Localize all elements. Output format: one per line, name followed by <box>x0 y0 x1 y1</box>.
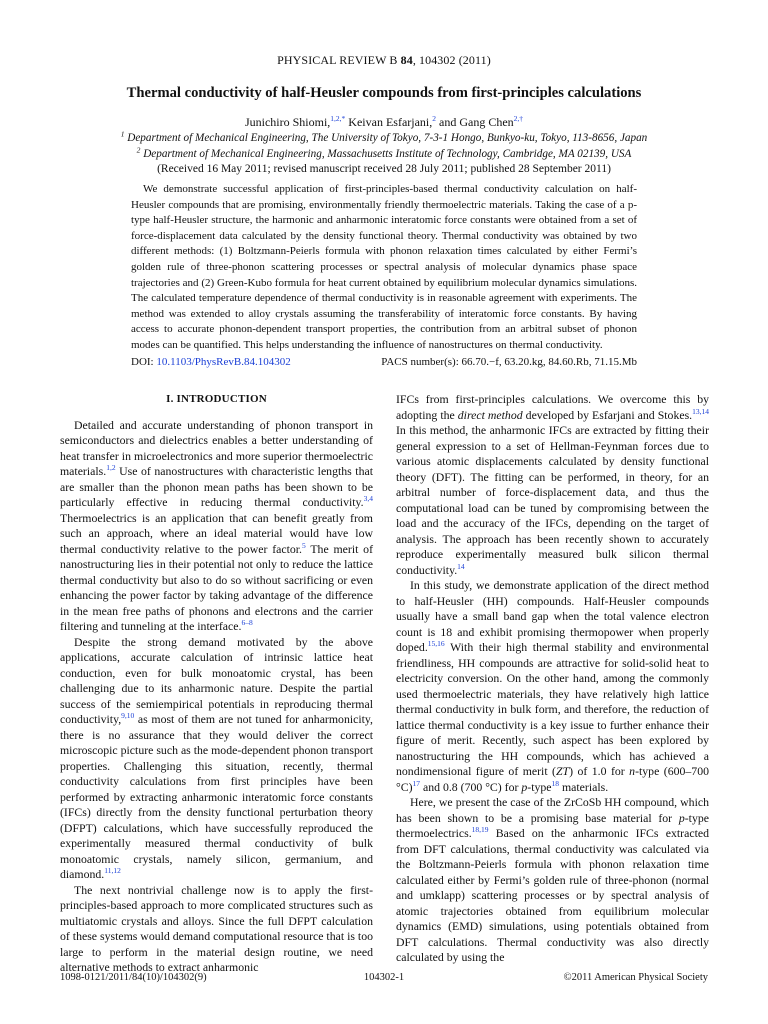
affiliation-text: Department of Mechanical Engineering, Massachusetts Institute of Technology, Cambridge, MA 02139, USA <box>143 148 632 160</box>
citation-link[interactable]: 18 <box>551 778 560 788</box>
text-run: -type thermoelectrics. <box>396 810 709 840</box>
citation-link[interactable]: 6–8 <box>241 618 253 628</box>
emphasis-text: p <box>678 810 685 825</box>
paper-title: Thermal conductivity of half-Heusler compounds from first-principles calculations <box>126 85 642 101</box>
emphasis-text: n <box>629 764 636 778</box>
text-run: With their high thermal stability and environmental friendliness, HH compounds are attractive for solid-solid heat to electricity conversion. On the other hand, among the commonly used thermoelectric materials, they have relatively high lattice thermal conductivity in bulk form, and therefore, the reduction of lattice thermal conductivity is a key issue to further enhance their figure of merit. Recently, such aspect has been explored by nanostructuring the HH compounds, which has achieved a nondimensional figure of merit ( <box>396 640 709 778</box>
author-affiliation-link[interactable]: 1,2,* <box>330 114 346 123</box>
affiliation-mark: 2 <box>136 145 141 155</box>
journal-volume: 84 <box>400 53 413 67</box>
citation-link[interactable]: 3,4 <box>363 494 373 504</box>
footer-page-number: 104302-1 <box>363 972 405 983</box>
paragraph <box>396 392 709 578</box>
citation-link[interactable]: 5 <box>302 540 306 550</box>
author-name: Junichiro Shiomi, <box>244 115 331 129</box>
citation-link[interactable]: 9,10 <box>121 711 135 721</box>
received-dates: (Received 16 May 2011; revised manuscript received 28 July 2011; published 28 September 2011) <box>157 163 611 175</box>
text-run: Use of nanostructures with characteristic lengths that are smaller than the phonon mean paths has been shown to be particularly effective in reducing thermal conductivity. <box>60 464 373 509</box>
text-run: -type (600–700 °C) <box>396 764 709 794</box>
article-year: , 104302 (2011) <box>412 53 491 67</box>
left-column <box>60 392 373 976</box>
paragraph <box>396 795 709 966</box>
text-run: Despite the strong demand motivated by the above applications, accurate calculation of intrinsic lattice heat conduction, even for bulk monoatomic crystal, has been challenging due to its anharmonic nature. Despite the partial success of the semiempirical potentials in reproducing thermal conductivity, <box>60 634 373 726</box>
text-run: as most of them are not tuned for anharmonicity, there is no assurance that they would deliver the correct microscopic picture such as the mode-dependent phonon transport properties. Challenging this situation, recently, thermal conductivity calculations from first principles have been performed by extracting anharmonic interatomic force constants (IFCs) directly from the density functional perturbation theory (DFPT) calculations, which have successfully reproduced the experimentally measured thermal conductivity of bulk monoatomic crystals, namely silicon, germanium, and diamond. <box>60 712 373 881</box>
citation-link[interactable]: 14 <box>457 561 465 571</box>
author-affiliation-link[interactable]: 2 <box>432 114 437 123</box>
emphasis-text: ZT <box>555 764 570 778</box>
paragraph <box>60 418 373 635</box>
affiliation <box>0 145 768 160</box>
text-run: and 0.8 (700 °C) for <box>420 779 522 794</box>
citation-link[interactable]: 13,14 <box>692 406 709 416</box>
text-run: Thermoelectrics is an application that can benefit greatly from such an approach, where an ideal material would have low thermal conductivity relative to the power factor. <box>60 510 373 556</box>
author-name: Keivan Esfarjani, <box>348 115 433 129</box>
text-run: ) of 1.0 for <box>569 764 630 778</box>
text-run: IFCs from first-principles calculations. We overcome this by adopting the <box>396 392 709 422</box>
journal-header <box>0 53 768 68</box>
paragraph <box>60 883 373 976</box>
text-run: -type <box>527 779 552 794</box>
citation-link[interactable]: 17 <box>412 778 421 788</box>
text-run: The merit of nanostructuring lies in their potential not only to reduce the lattice thermal conductivity but also to do so without sacrificing or even enhancing the power factor by taking advantage of the difference in the mean free paths of phonons and electrons and the carrier filtering and tunneling at the interface. <box>60 541 373 633</box>
doi-label: DOI: <box>131 356 154 368</box>
section-heading: I. INTRODUCTION <box>166 393 267 405</box>
affiliation <box>0 129 768 144</box>
emphasis-text: direct method <box>457 407 523 422</box>
text-run: In this study, we demonstrate application of the direct method to half-Heusler (HH) compounds. Half-Heusler compounds usually have a small band gap when the total valence electron count is 18 and exhibit promising thermopower when properly doped. <box>396 578 709 654</box>
doi-pacs-line <box>131 356 637 368</box>
author-list <box>0 115 768 130</box>
abstract: We demonstrate successful application of first-principles-based thermal conductivity calculation on half-Heusler compounds that are promising, environmentally friendly thermoelectric materials. Taking the case of a p-type half-Heusler structure, the harmonic and anharmonic interatomic force constants were obtained from a set of force-displacement data calculated by the density functional theory. Thermal conductivity was obtained by two different methods: (1) Boltzmann-Peierls formula with phonon relaxation times calculated by either Fermi’s golden rule of three-phonon scattering processes or spectral analysis of molecular dynamics phase space trajectories and (2) Green-Kubo formula for heat current obtained by equilibrium molecular dynamics simulations. The calculated temperature dependence of thermal conductivity is in reasonable agreement with experiments. The method was extended to alloy crystals assuming the transferability of interatomic force constants. By having access to accurate phonon-dependent transport properties, the contribution from an arbitral subset of phonon modes can be quantified. This helps understanding the influence of nanostructures on thermal conductivity. <box>131 183 637 351</box>
text-run: In this method, the anharmonic IFCs are extracted by fitting their general expression to a set of Hellman-Feynman forces due to various atomic displacements calculated by density functional theory (DFT). The fitting can be performed, in theory, for an arbitral number of force-displacement data, and thus the computational load can be tuned by compromising between the load and the accuracy of the IFCs, depending on the target of analysis. The approach has been recently shown to accurately reproduce experimentally measured bulk silicon thermal conductivity. <box>396 423 709 577</box>
footer-issn: 1098-0121/2011/84(10)/104302(9) <box>60 972 207 983</box>
affiliation-text: Department of Mechanical Engineering, The University of Tokyo, 7-3-1 Hongo, Bunkyo-ku, Tokyo, 113-8656, Japan <box>127 132 648 144</box>
text-run: developed by Esfarjani and Stokes. <box>522 407 693 422</box>
citation-link[interactable]: 15,16 <box>427 639 445 649</box>
text-run: The next nontrivial challenge now is to apply the first-principles-based approach to more complicated structures such as multiatomic crystals and alloys. Since the full DFPT calculation of these systems would demand computational resource that is too large to perform in the material design routine, we need alternative methods to extract anharmonic <box>60 882 373 974</box>
text-run: Detailed and accurate understanding of phonon transport in semiconductors and dielectrics enables a better understanding of heat transfer in microelectronics and more superior thermoelectric materials. <box>60 417 373 478</box>
author-name: and Gang Chen <box>439 115 514 129</box>
affiliation-mark: 1 <box>120 129 125 139</box>
paragraph <box>60 635 373 883</box>
text-run: Here, we present the case of the ZrCoSb HH compound, which has been shown to be a promising base material for <box>396 795 709 825</box>
citation-link[interactable]: 11,12 <box>104 866 121 876</box>
citation-link[interactable]: 1,2 <box>106 463 116 473</box>
right-column <box>396 392 709 966</box>
citation-link[interactable]: 18,19 <box>471 825 489 835</box>
text-run: materials. <box>559 779 609 794</box>
author-affiliation-link[interactable]: 2,† <box>513 114 524 123</box>
footer-copyright: ©2011 American Physical Society <box>563 972 708 983</box>
text-run: Based on the anharmonic IFCs extracted from DFT calculations, thermal conductivity was calculated via the Boltzmann-Peierls formula with phonon relaxation time calculated either by Fermi’s golden rule of three-phonon (normal and umklapp) scattering processes or by spectral analysis of atomic trajectories obtained from equilibrium molecular dynamics (EMD) simulations, using potentials obtained from DFT calculations. Thermal conductivity was also directly calculated by using the <box>396 826 709 964</box>
emphasis-text: p <box>521 779 528 794</box>
paragraph <box>396 578 709 795</box>
pacs-numbers: PACS number(s): 66.70.−f, 63.20.kg, 84.60.Rb, 71.15.Mb <box>381 356 637 368</box>
doi-link[interactable]: 10.1103/PhysRevB.84.104302 <box>156 356 291 368</box>
journal-name: PHYSICAL REVIEW B <box>277 53 398 67</box>
